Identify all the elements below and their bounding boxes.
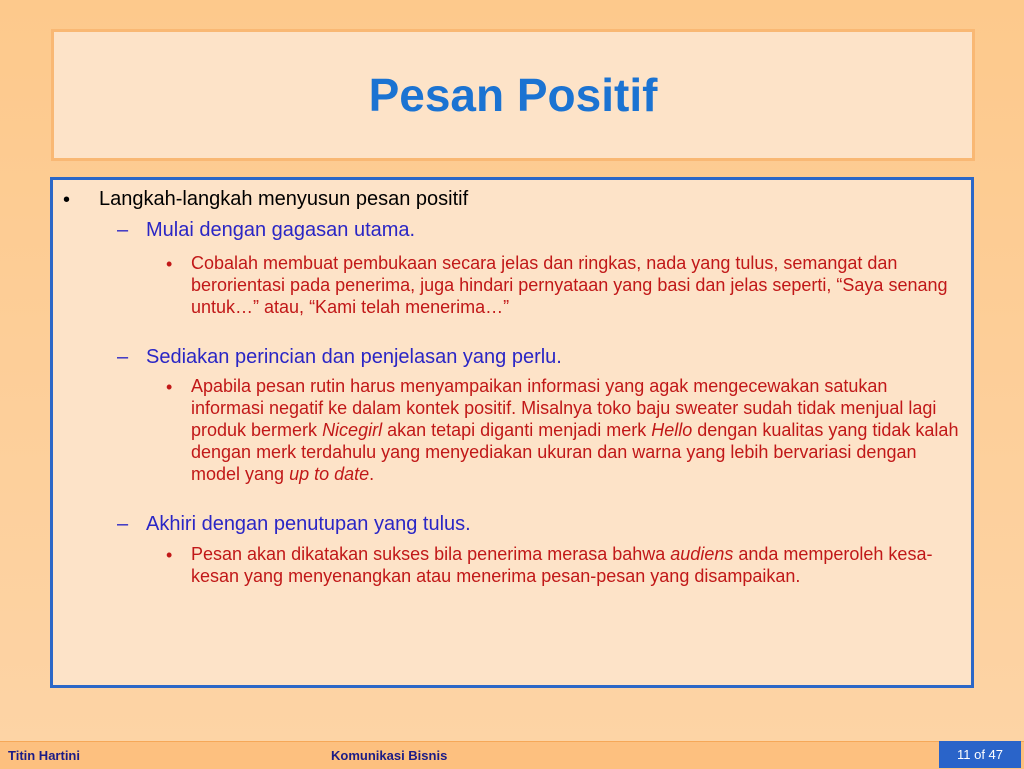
slide-title: Pesan Positif bbox=[368, 69, 658, 121]
footer-author: Titin Hartini bbox=[8, 748, 80, 763]
step-3-label: Akhiri dengan penutupan yang tulus. bbox=[146, 513, 471, 535]
footer-course: Komunikasi Bisnis bbox=[331, 748, 448, 763]
page-number: 11 of 47 bbox=[939, 741, 1021, 768]
step-3-detail: Pesan akan dikatakan sukses bila penerima merasa bahwa audiens anda memperoleh kesa-kesan yang menyenangkan atau menerima pesan-pesan yang disampaikan. bbox=[191, 544, 933, 586]
step-2-detail: Apabila pesan rutin harus menyampaikan informasi yang agak mengecewakan satukan informasi negatif ke dalam kontek positif. Misalnya toko baju sweater sudah tidak menjual lagi produk bermerk Nicegirl akan tetapi diganti menjadi merk Hello dengan kualitas yang tidak kalah dengan merk terdahulu yang menyediakan ukuran dan warna yang lebih bervariasi dengan model yang up to date. bbox=[191, 376, 959, 484]
main-bullet-text: Langkah-langkah menyusun pesan positif bbox=[99, 188, 469, 210]
bullet-icon: • bbox=[166, 254, 173, 274]
bullet-icon: • bbox=[166, 377, 173, 397]
dash-icon: – bbox=[117, 346, 129, 368]
dash-icon: – bbox=[117, 513, 129, 535]
dash-icon: – bbox=[117, 219, 129, 241]
title-box bbox=[51, 29, 975, 161]
step-1-detail: Cobalah membuat pembukaan secara jelas dan ringkas, nada yang tulus, semangat dan berorientasi pada penerima, juga hindari pernyataan yang basi dan jelas seperti, “Saya senang untuk…” atau, “Kami telah menerima…” bbox=[191, 253, 948, 317]
footer-bar bbox=[0, 741, 1024, 769]
bullet-icon: • bbox=[166, 545, 173, 565]
step-2-label: Sediakan perincian dan penjelasan yang perlu. bbox=[146, 346, 562, 368]
content-box bbox=[50, 177, 974, 688]
step-1-label: Mulai dengan gagasan utama. bbox=[146, 219, 416, 241]
bullet-icon: • bbox=[63, 189, 71, 211]
